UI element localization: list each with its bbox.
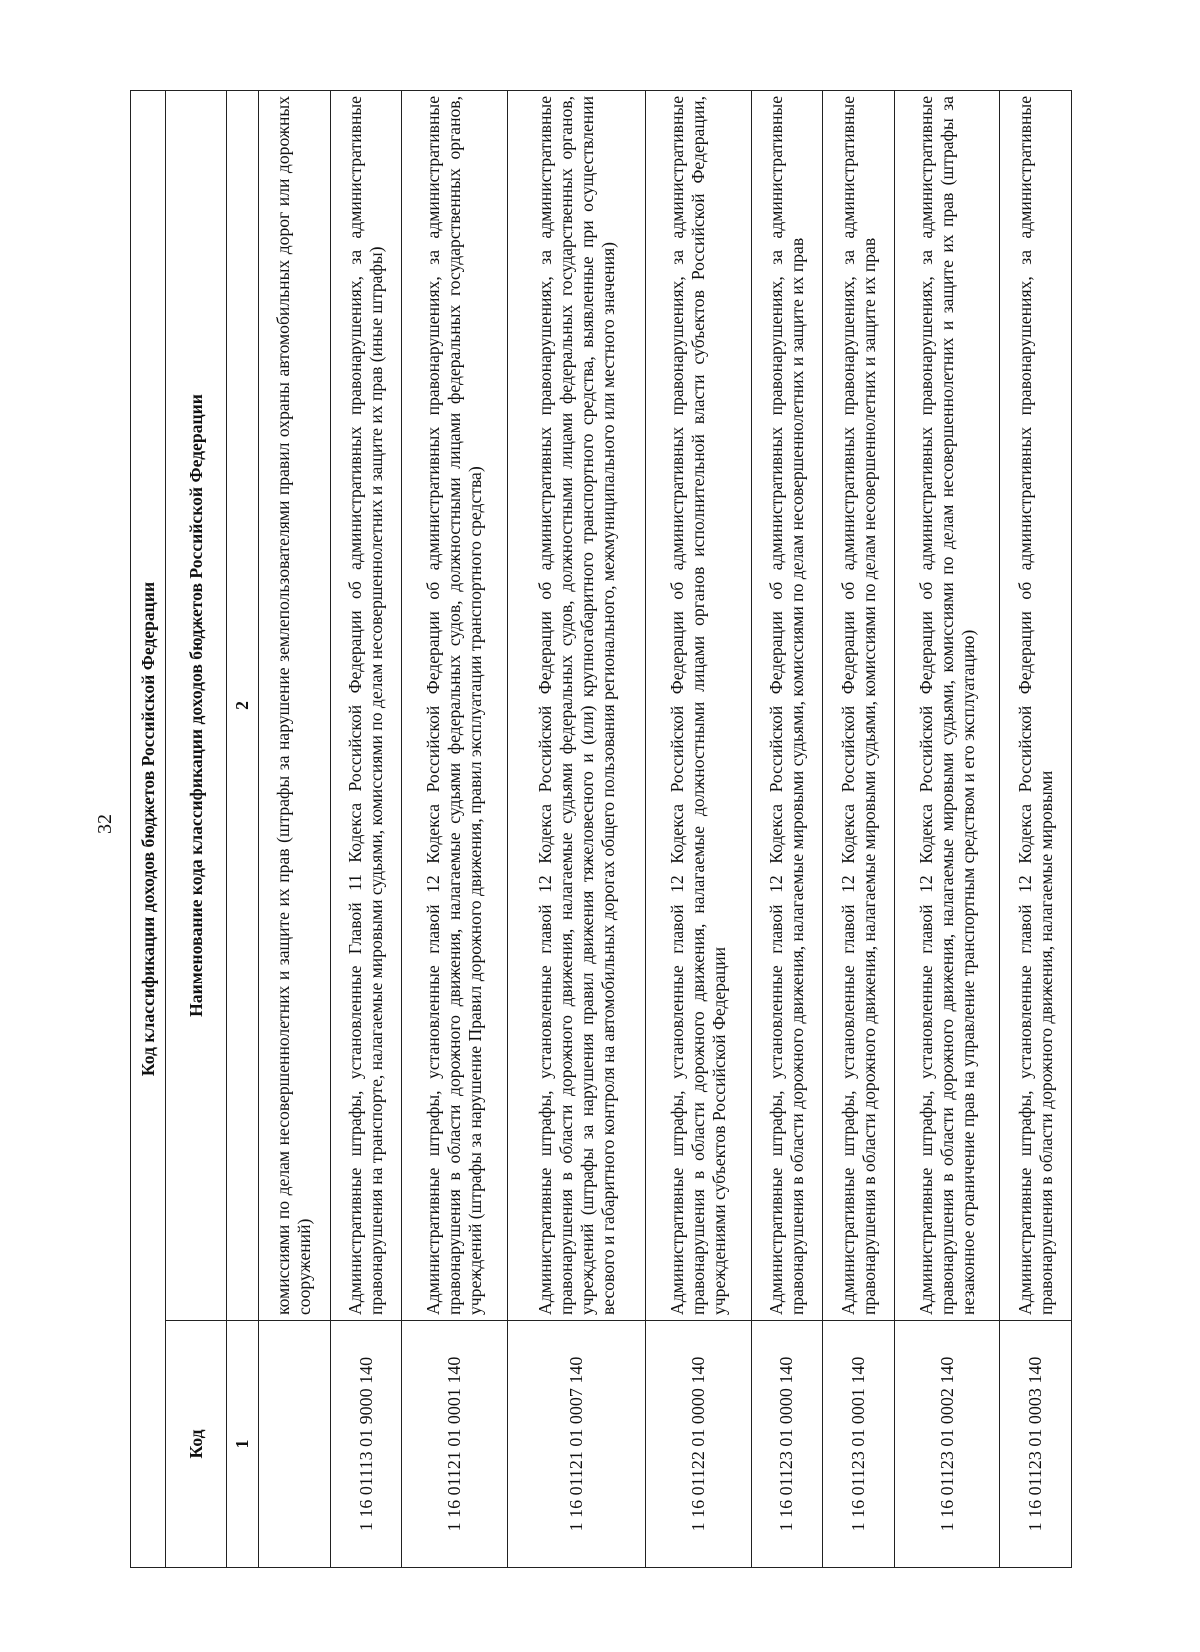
table-row bbox=[330, 91, 402, 1568]
budget-classification-table bbox=[130, 90, 1072, 1568]
row-description: Административные штрафы, установленные главой 12 Кодекса Российской Федерации об административных правонарушениях, за административные правонарушения в области дорожного движения, налагаемые должностными лицами органов исполнительной власти субъектов Российской Федерации, учреждениями субъектов Российской Федерации bbox=[646, 91, 751, 1321]
row-description: комиссиями по делам несовершеннолетних и защите их прав (штрафы за нарушение землепользователями правил охраны автомобильных дорог или дорожных сооружений) bbox=[259, 91, 331, 1321]
row-description: Административные штрафы, установленные Главой 11 Кодекса Российской Федерации об административных правонарушениях, за административные правонарушения на транспорте, налагаемые мировыми судьями, комиссиями по делам несовершеннолетних и защите их прав (иные штрафы) bbox=[330, 91, 402, 1321]
row-description: Административные штрафы, установленные главой 12 Кодекса Российской Федерации об административных правонарушениях, за административные правонарушения в области дорожного движения, налагаемые судьями федеральных судов, должностными лицами федеральных государственных органов, учреждений (штрафы за нарушения правил движения тяжеловесного и (или) крупногабаритного транспортного средства, выявленные при осуществлении весового и габаритного контроля на автомобильных дорогах общего пользования регионального, межмуниципального или местного значения) bbox=[507, 91, 646, 1321]
table-subheader-row bbox=[166, 91, 227, 1568]
table-header-row bbox=[131, 91, 166, 1568]
table-row bbox=[507, 91, 646, 1568]
table-row bbox=[1000, 91, 1072, 1568]
row-description: Административные штрафы, установленные главой 12 Кодекса Российской Федерации об административных правонарушениях, за административные правонарушения в области дорожного движения, налагаемые мировыми судьями, комиссиями по делам несовершеннолетних и защите их прав bbox=[823, 91, 895, 1321]
row-description: Административные штрафы, установленные главой 12 Кодекса Российской Федерации об административных правонарушениях, за административные правонарушения в области дорожного движения, налагаемые мировыми bbox=[1000, 91, 1072, 1321]
row-code: 1 16 01122 01 0000 140 bbox=[646, 1321, 751, 1568]
row-description: Административные штрафы, установленные главой 12 Кодекса Российской Федерации об административных правонарушениях, за административные правонарушения в области дорожного движения, налагаемые судьями федеральных судов, должностными лицами федеральных государственных органов, учреждений (штрафы за нарушение Правил дорожного движения, правил эксплуатации транспортного средства) bbox=[402, 91, 507, 1321]
row-code: 1 16 01121 01 0007 140 bbox=[507, 1321, 646, 1568]
row-description: Административные штрафы, установленные главой 12 Кодекса Российской Федерации об административных правонарушениях, за административные правонарушения в области дорожного движения, налагаемые мировыми судьями, комиссиями по делам несовершеннолетних и защите их прав (штрафы за незаконное ограничение прав на управление транспортным средством и его эксплуатацию) bbox=[895, 91, 1000, 1321]
column-number-1: 1 bbox=[227, 1321, 259, 1568]
column-number-2: 2 bbox=[227, 91, 259, 1321]
rotated-page-content bbox=[130, 90, 1072, 1568]
table-row bbox=[259, 91, 331, 1568]
page-number: 32 bbox=[94, 814, 116, 834]
table-row bbox=[823, 91, 895, 1568]
column-number-row bbox=[227, 91, 259, 1568]
row-code: 1 16 01113 01 9000 140 bbox=[330, 1321, 402, 1568]
column-header-name: Наименование кода классификации доходов бюджетов Российской Федерации bbox=[166, 91, 227, 1321]
table-row bbox=[751, 91, 823, 1568]
row-code: 1 16 01123 01 0003 140 bbox=[1000, 1321, 1072, 1568]
table-row bbox=[895, 91, 1000, 1568]
row-description: Административные штрафы, установленные главой 12 Кодекса Российской Федерации об административных правонарушениях, за административные правонарушения в области дорожного движения, налагаемые мировыми судьями, комиссиями по делам несовершеннолетних и защите их прав bbox=[751, 91, 823, 1321]
row-code: 1 16 01123 01 0002 140 bbox=[895, 1321, 1000, 1568]
table-row bbox=[646, 91, 751, 1568]
row-code: 1 16 01123 01 0000 140 bbox=[751, 1321, 823, 1568]
row-code: 1 16 01121 01 0001 140 bbox=[402, 1321, 507, 1568]
row-code bbox=[259, 1321, 331, 1568]
table-main-header: Код классификации доходов бюджетов Российской Федерации bbox=[131, 91, 166, 1568]
row-code: 1 16 01123 01 0001 140 bbox=[823, 1321, 895, 1568]
table-row bbox=[402, 91, 507, 1568]
column-header-code: Код bbox=[166, 1321, 227, 1568]
